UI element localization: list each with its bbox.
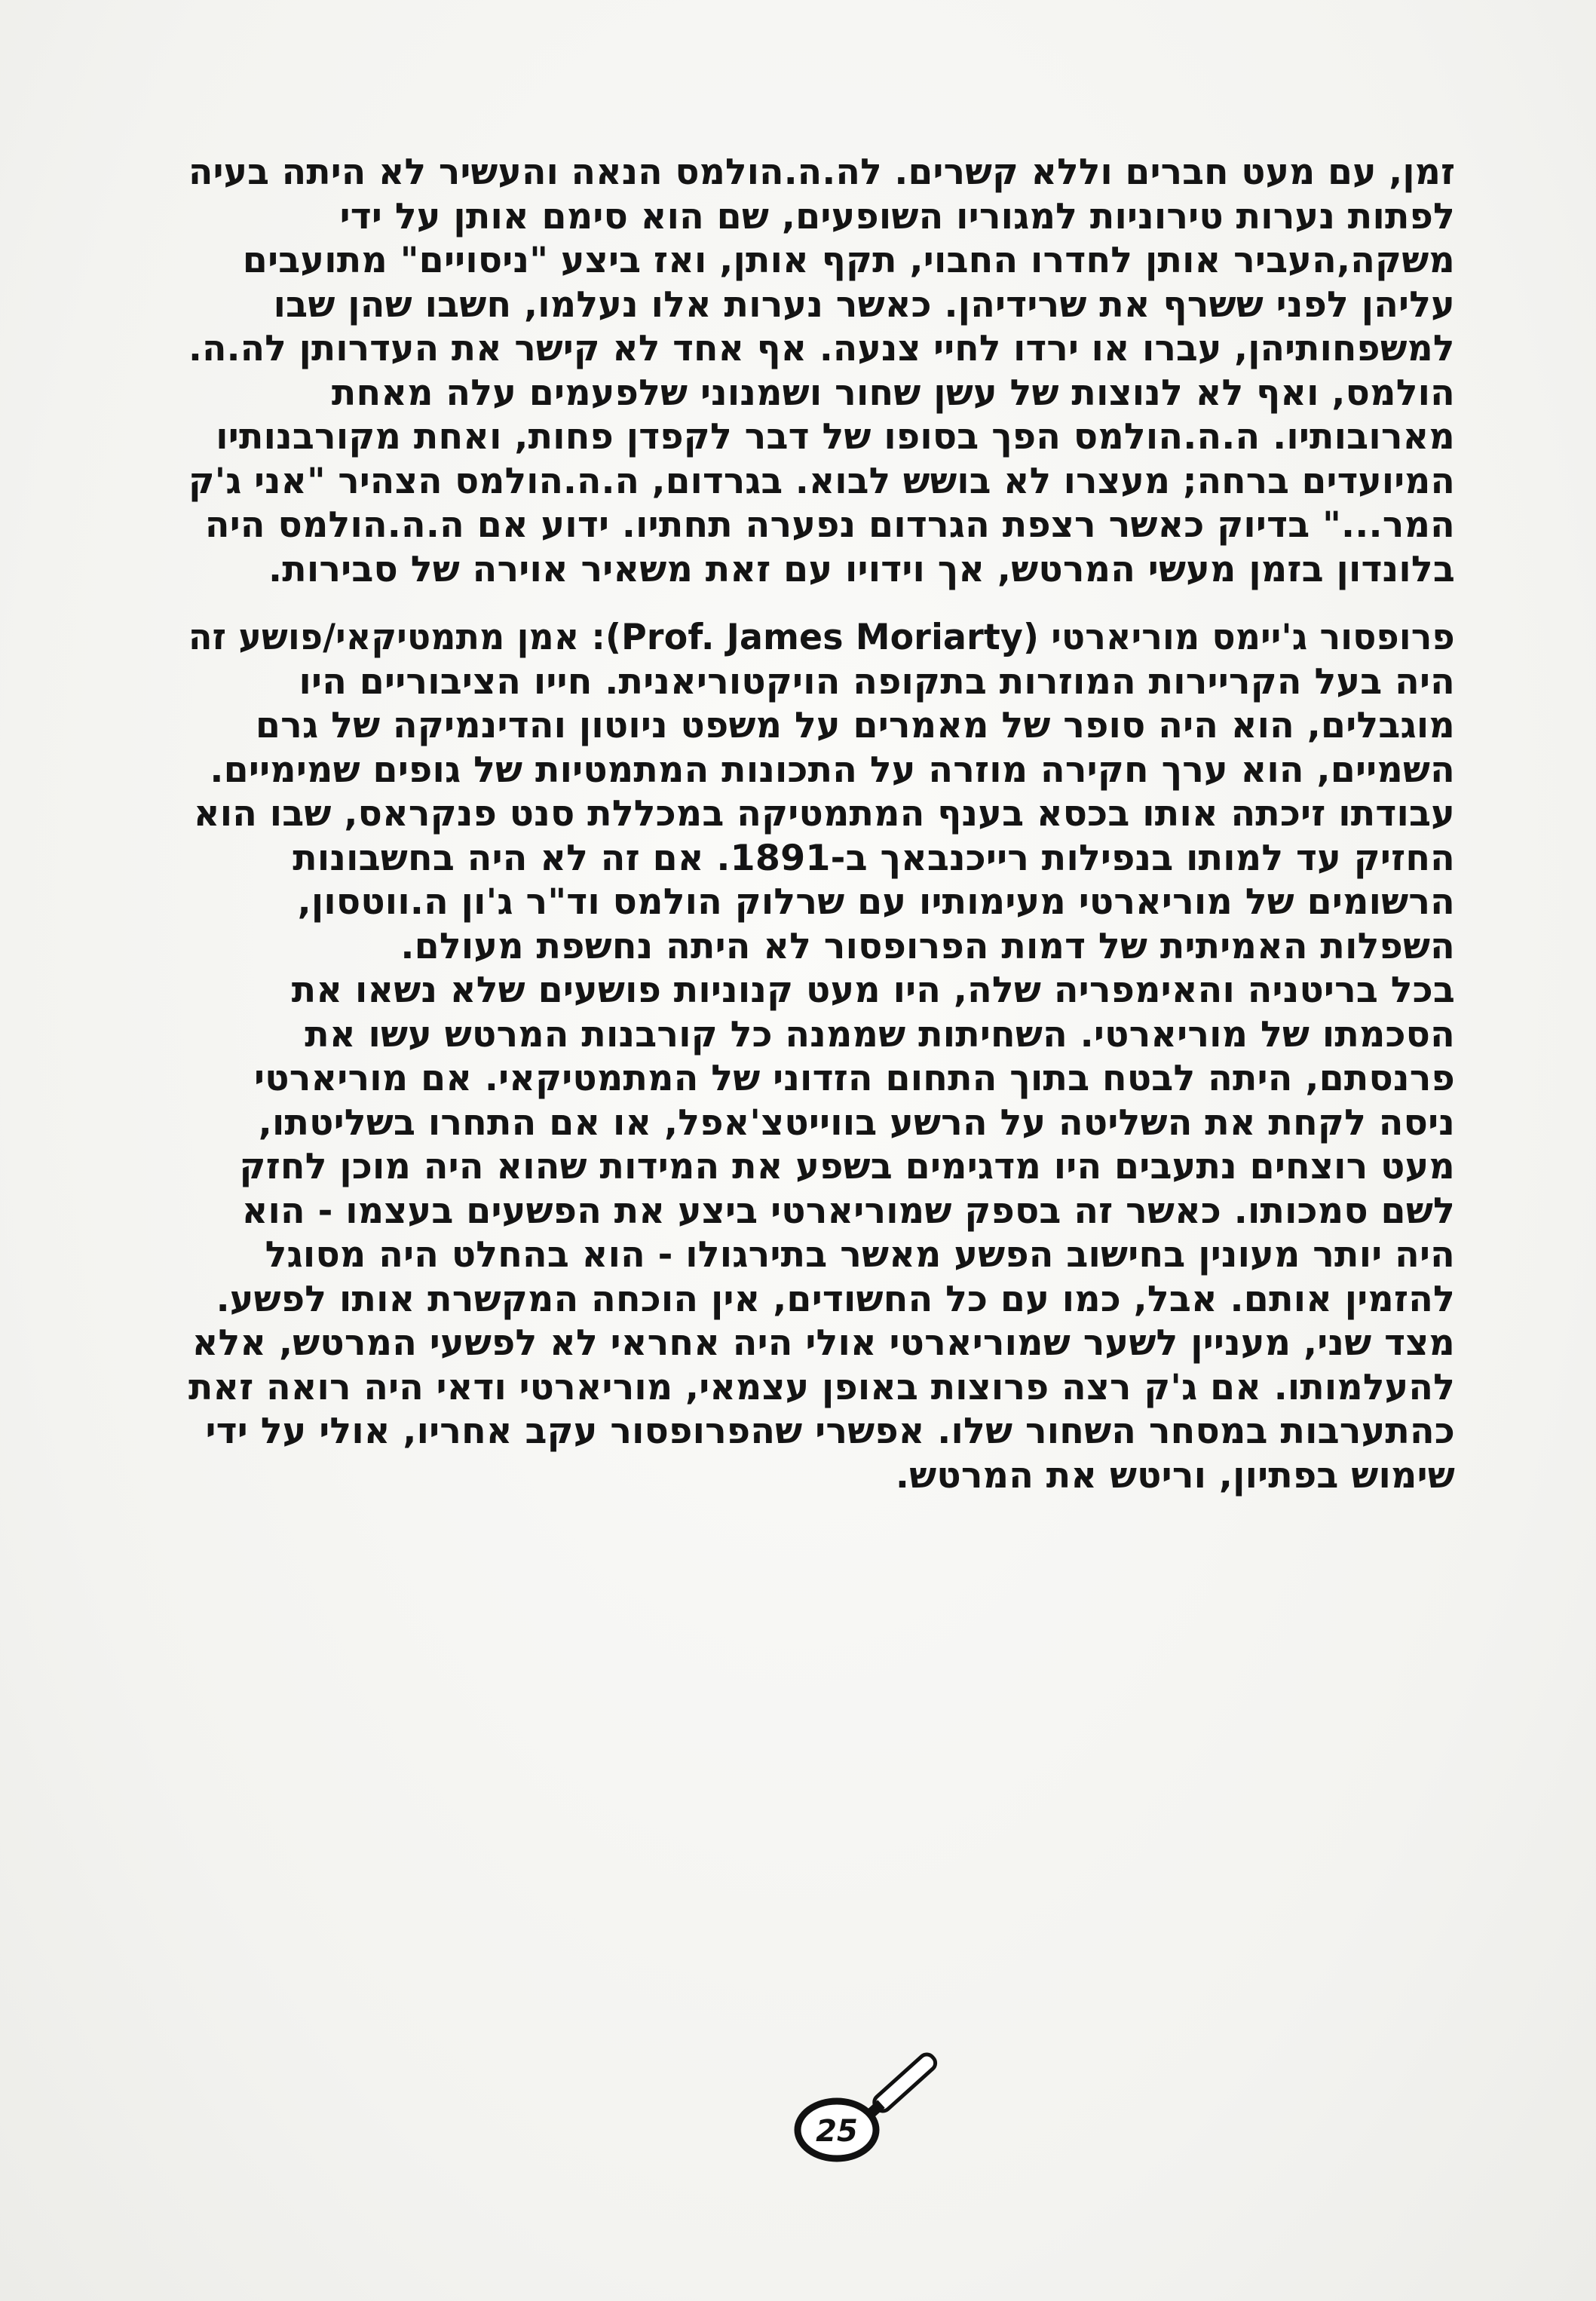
text-line: הולמס, ואף לא לנוצות של עשן שחור ושמנוני שלפעמים עלה מאחת: [331, 372, 1455, 414]
text-line: המיועדים ברחה; מעצרו לא בושש לבוא. בגרדום, ה.ה.הולמס הצהיר "אני ג'ק: [188, 460, 1455, 502]
text-line: החזיק עד למותו בנפילות רייכנבאך ב-1891. אם זה לא היה בחשבונות: [293, 837, 1455, 879]
paragraph-2: [188, 616, 1455, 1498]
text-line: לפתות נערות טירוניות למגוריו השופעים, שם הוא סימם אותן על ידי: [339, 195, 1455, 237]
text-line: היה יותר מעונין בחישוב הפשע מאשר בתירגולו - הוא בהחלט היה מסוגל: [265, 1234, 1455, 1276]
text-line: בכל בריטניה והאימפריה שלה, היו מעט קנוניות פושעים שלא נשאו את: [291, 970, 1455, 1011]
text-line: עבודתו זיכתה אותו בכסא בענף המתמטיקה במכללת סנט פנקראס, שבו הוא: [193, 793, 1455, 835]
text-line-heading: פרופסור ג'יימס מוריארטי (Prof. James Moriarty): אמן מתמטיקאי/פושע זה: [188, 617, 1455, 658]
text-line: שימוש בפתיון, וריטש את המרטש.: [895, 1454, 1455, 1497]
text-line: זמן, עם מעט חברים וללא קשרים. לה.ה.הולמס הנאה והעשיר לא היתה בעיה: [188, 152, 1455, 193]
text-line: השפלות האמיתית של דמות הפרופסור לא היתה נחשפת מעולם.: [400, 925, 1455, 967]
text-line: להזמין אותם. אבל, כמו עם כל החשודים, אין הוכחה המקשרת אותו לפשע.: [216, 1278, 1455, 1320]
body-text: [188, 151, 1455, 1498]
text-line: כהתערבות במסחר השחור שלו. אפשרי שהפרופסור עקב אחריו, אולי על ידי: [205, 1411, 1455, 1452]
text-line: היה בעל הקריירות המוזרות בתקופה הויקטוריאנית. חייו הציבוריים היו: [299, 660, 1455, 703]
text-line: השמיים, הוא ערך חקירה מוזרה על התכונות המתמטיות של גופים שמימיים.: [210, 749, 1455, 791]
magnifying-glass-icon: [784, 2036, 965, 2171]
text-line: לשם סמכותו. כאשר זה בספק שמוריארטי ביצע את הפשעים בעצמו - הוא: [241, 1190, 1455, 1232]
text-line: משקה,העביר אותן לחדרו החבוי, תקף אותן, ואז ביצע "ניסויים" מתועבים: [242, 240, 1455, 281]
text-line: להעלמותו. אם ג'ק רצה פרוצות באופן עצמאי, מוריארטי ודאי היה רואה זאת: [188, 1366, 1455, 1408]
text-line: המר..." בדיוק כאשר רצפת הגרדום נפערה תחתיו. ידוע אם ה.ה.הולמס היה: [204, 504, 1455, 546]
text-line: הרשומים של מוריארטי מעימותיו עם שרלוק הולמס וד"ר ג'ון ה.ווטסון,: [297, 881, 1455, 923]
text-line: מארובותיו. ה.ה.הולמס הפך בסופו של דבר לקפדן פחות, ואחת מקורבנותיו: [216, 416, 1455, 458]
text-line: עליהן לפני ששרף את שרידיהן. כאשר נערות אלו נעלמו, חשבו שהן שבו: [273, 283, 1455, 326]
text-line: ניסה לקחת את השליטה על הרשע בווייטצ'אפל, או אם התחרו בשליטתו,: [258, 1101, 1455, 1144]
paragraph-gap: [188, 592, 1455, 616]
text-line: בלונדון בזמן מעשי המרטש, אך וידויו עם זאת משאיר אוירה של סבירות.: [268, 548, 1455, 590]
page-number-badge: [784, 2036, 965, 2171]
text-line: הסכמתו של מוריארטי. השחיתות שממנה כל קורבנות המרטש עשו את: [305, 1013, 1455, 1056]
text-line: מעט רוצחים נתעבים היו מדגימים בשפע את המידות שהוא היה מוכן לחזק: [239, 1146, 1455, 1187]
text-line: מצד שני, מעניין לשער שמוריארטי אולי היה אחראי לא לפשעי המרטש, אלא: [191, 1322, 1455, 1364]
text-line: למשפחותיהן, עברו או ירדו לחיי צנעה. אף אחד לא קישר את העדרותן לה.ה.: [188, 328, 1455, 369]
text-line: מוגבלים, הוא היה סופר של מאמרים על משפט ניוטון והדינמיקה של גרם: [255, 705, 1455, 746]
paragraph-1: [188, 151, 1455, 592]
page-number: 25: [816, 2114, 858, 2149]
text-line: פרנסתם, היתה לבטח בתוך התחום הזדוני של המתמטיקאי. אם מוריארטי: [254, 1058, 1455, 1099]
